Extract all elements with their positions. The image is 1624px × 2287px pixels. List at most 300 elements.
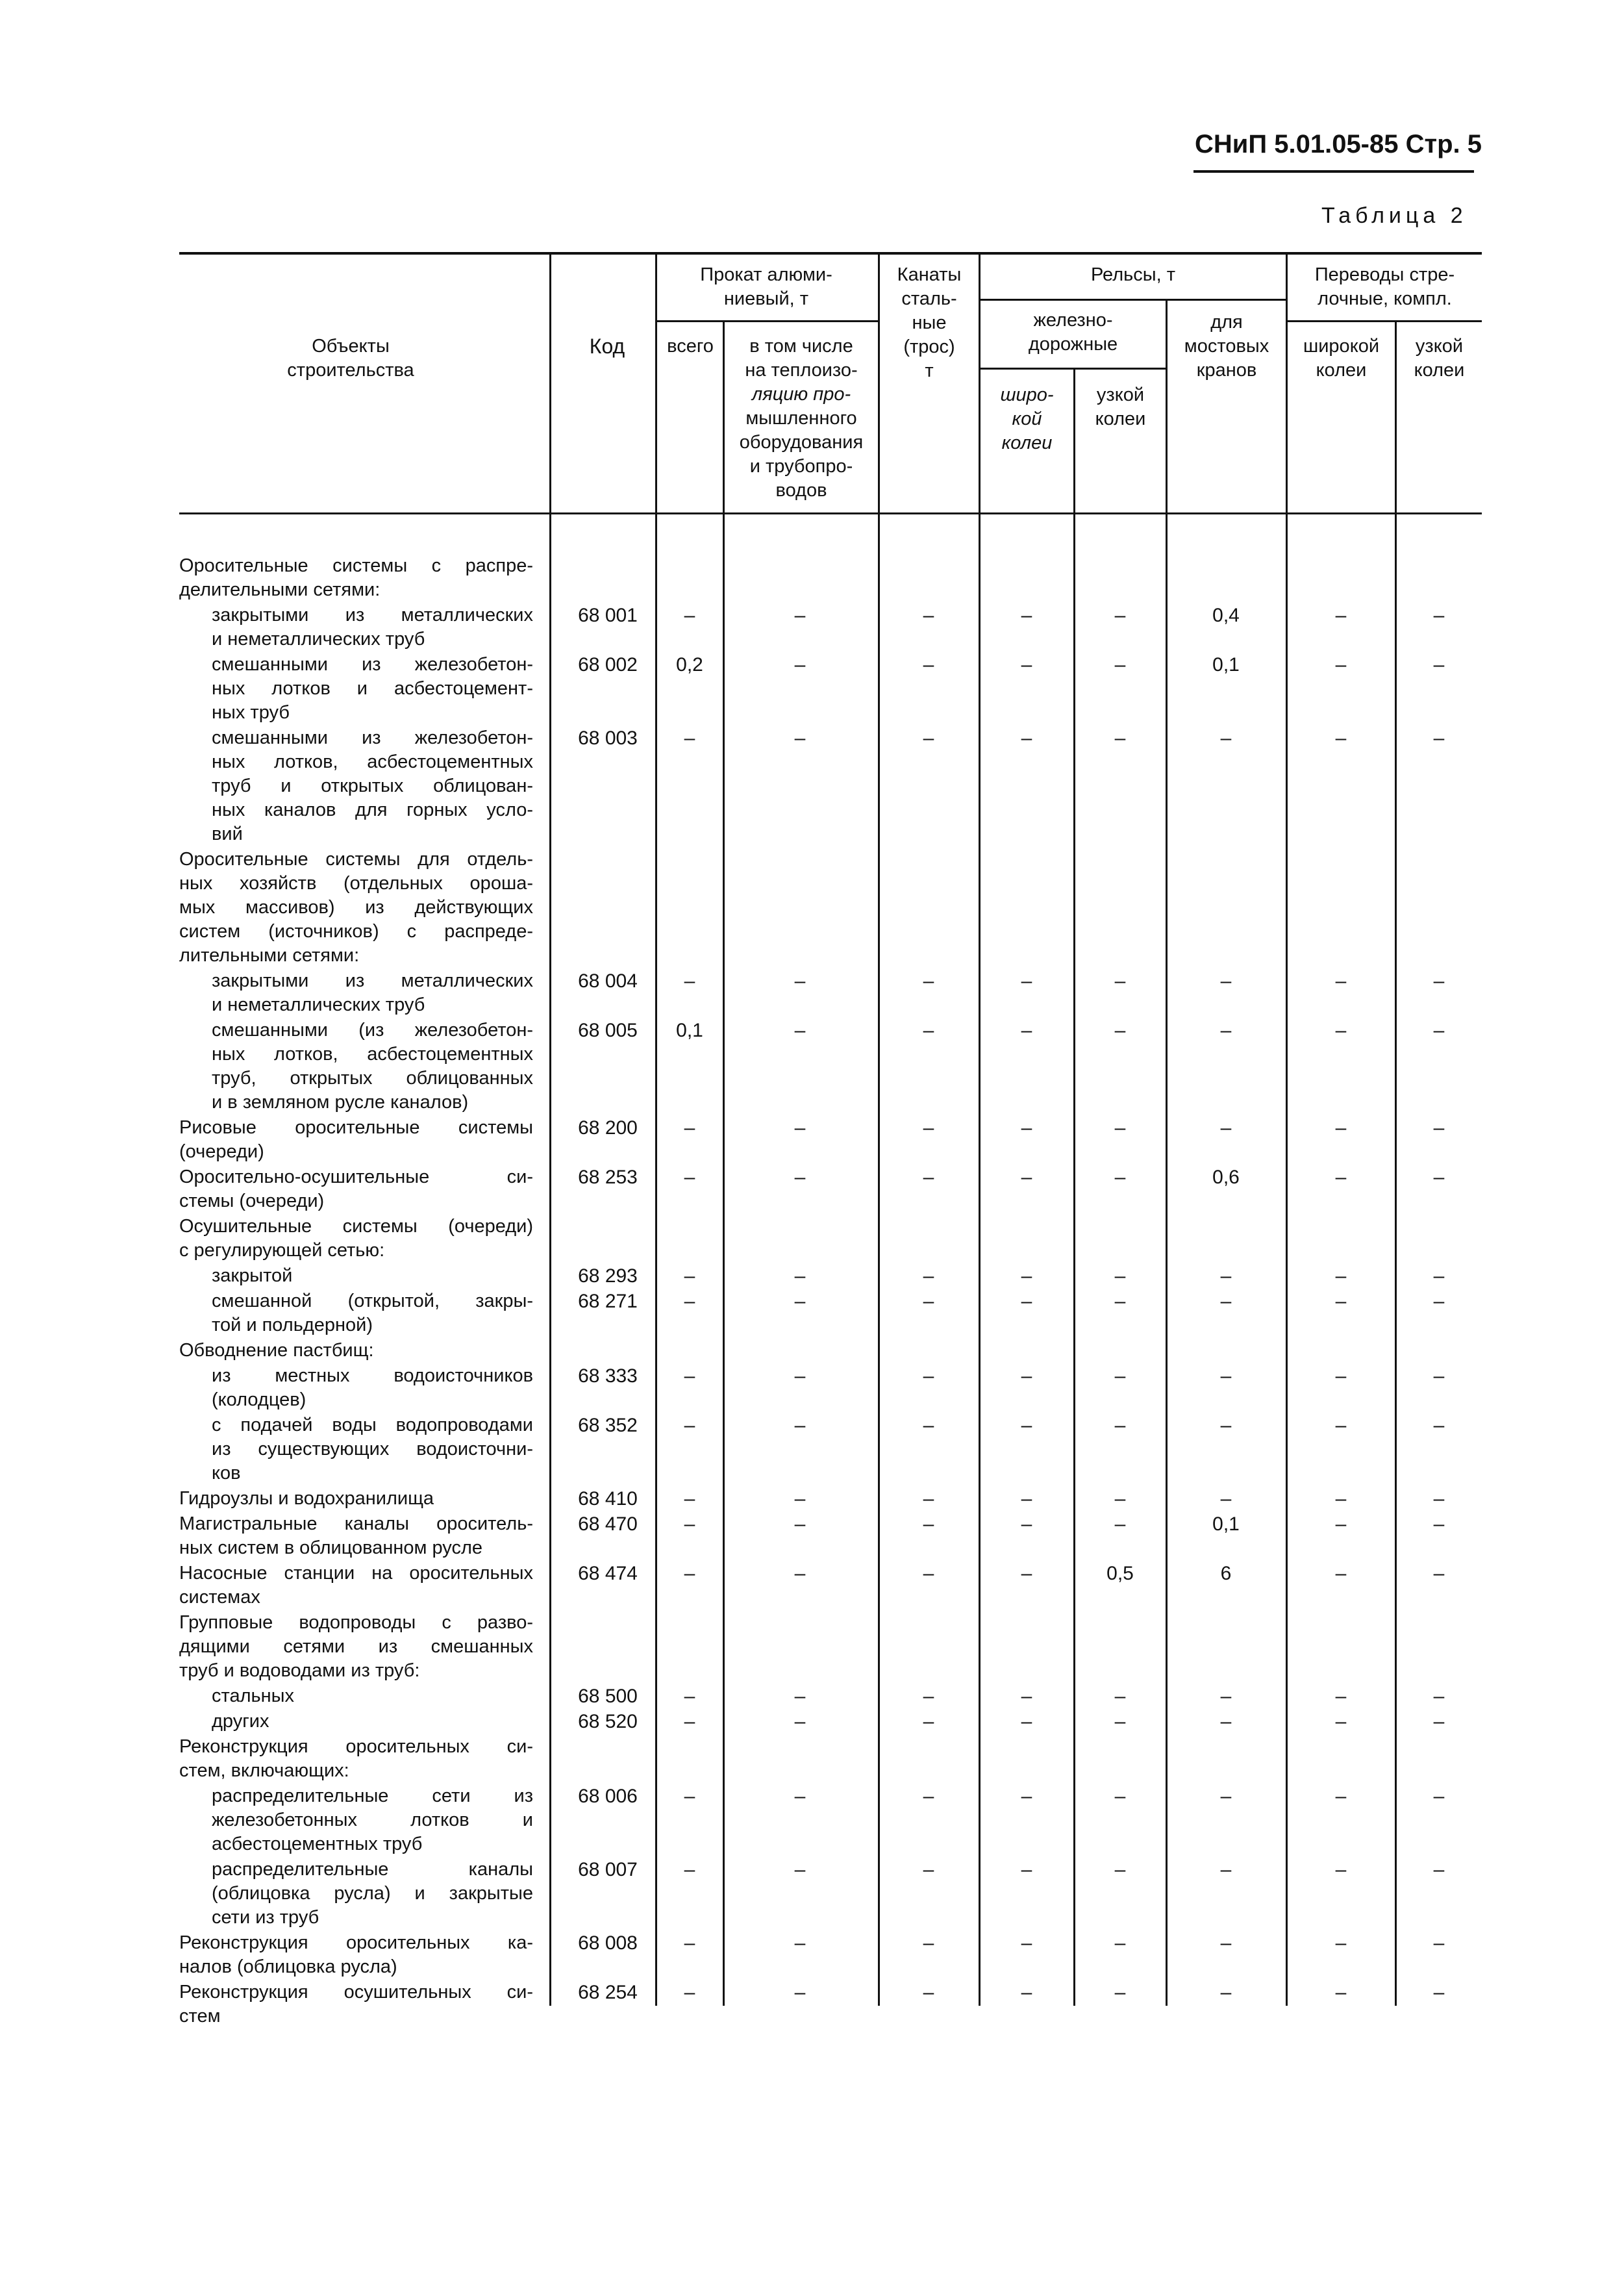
row-value-cell: – xyxy=(1114,970,1126,992)
row-value-cell: – xyxy=(1433,727,1445,749)
rails-rail-rule xyxy=(979,368,1166,370)
row-value-cell: – xyxy=(684,1167,695,1188)
row-object-line: систем (источников) с распреде- xyxy=(179,921,533,942)
row-value-cell: – xyxy=(1114,1686,1126,1707)
table-label: Таблица 2 xyxy=(1321,203,1468,228)
row-value-cell: – xyxy=(684,970,695,992)
row-value-cell: – xyxy=(1335,1291,1347,1312)
row-code: 68 474 xyxy=(578,1563,638,1584)
row-value-cell: – xyxy=(1021,1711,1032,1732)
row-value-cell: – xyxy=(1220,1117,1232,1139)
row-code: 68 271 xyxy=(578,1291,638,1312)
row-value-cell: – xyxy=(1021,1786,1032,1807)
row-value-cell: – xyxy=(684,605,695,626)
row-value-cell: – xyxy=(1021,1117,1032,1139)
header-rule xyxy=(1193,170,1474,173)
row-value-cell: – xyxy=(1433,1859,1445,1880)
row-value-cell: – xyxy=(923,654,934,676)
row-value-cell: 0,2 xyxy=(676,654,703,676)
row-value-cell: – xyxy=(923,970,934,992)
row-value-cell: – xyxy=(1114,1859,1126,1880)
row-object-line: (колодцев) xyxy=(212,1389,306,1410)
row-object-line: распределительные сети из xyxy=(212,1786,533,1806)
row-value-cell: – xyxy=(1433,605,1445,626)
ropes-line-4: (трос) xyxy=(903,336,955,357)
row-object-text xyxy=(179,1561,533,1610)
row-value-cell: – xyxy=(1021,1265,1032,1287)
row-value-cell: – xyxy=(923,1020,934,1041)
row-object-text xyxy=(212,726,533,846)
row-value-cell: – xyxy=(923,1415,934,1436)
row-value-cell: – xyxy=(684,1859,695,1880)
row-value-cell: – xyxy=(794,1982,806,2003)
row-value-cell: – xyxy=(794,727,806,749)
row-value-cell: 6 xyxy=(1220,1563,1232,1584)
row-value-cell: – xyxy=(794,1711,806,1732)
row-value-cell: – xyxy=(1220,1488,1232,1510)
row-value-cell: – xyxy=(1335,1488,1347,1510)
switch-wide-line-2: колеи xyxy=(1316,360,1367,381)
row-object-line: Оросительные системы с распре- xyxy=(179,555,533,576)
row-object-line: и неметаллических труб xyxy=(212,994,425,1015)
row-value-cell: – xyxy=(1433,1932,1445,1954)
row-value-cell: – xyxy=(1220,1982,1232,2003)
row-value-cell: – xyxy=(684,1563,695,1584)
grid-vline-code-left xyxy=(549,252,551,2006)
row-value-cell: – xyxy=(1114,1711,1126,1732)
row-value-cell: – xyxy=(923,1786,934,1807)
row-value-cell: – xyxy=(794,1020,806,1041)
row-object-line: других xyxy=(212,1711,269,1732)
row-object-line: распределительные каналы xyxy=(212,1859,533,1880)
row-code: 68 253 xyxy=(578,1167,638,1188)
row-object-line: системах xyxy=(179,1587,260,1608)
col-header-alum-total: всего xyxy=(667,336,714,357)
row-value-cell: – xyxy=(1335,1167,1347,1188)
row-value-cell: – xyxy=(1433,970,1445,992)
row-value-cell: – xyxy=(794,1932,806,1954)
row-value-cell: – xyxy=(1114,1415,1126,1436)
row-value-cell: – xyxy=(1433,1711,1445,1732)
row-code: 68 007 xyxy=(578,1859,638,1880)
row-code: 68 005 xyxy=(578,1020,638,1041)
row-value-cell: – xyxy=(1114,1020,1126,1041)
rails-wide-line-3: колеи xyxy=(1001,433,1053,453)
row-value-cell: – xyxy=(1335,1563,1347,1584)
row-object-line: мых массивов) из действующих xyxy=(179,897,533,918)
row-value-cell: – xyxy=(1433,1686,1445,1707)
row-value-cell: – xyxy=(684,1932,695,1954)
row-object-line: из местных водоисточников xyxy=(212,1365,533,1386)
row-value-cell: – xyxy=(1335,1020,1347,1041)
rails-bridge-line-2: мостовых xyxy=(1184,336,1269,357)
row-object-text xyxy=(212,1858,533,1930)
row-value-cell: – xyxy=(794,1513,806,1535)
row-value-cell: – xyxy=(1114,1488,1126,1510)
row-object-text xyxy=(179,848,533,968)
row-object-line: ков xyxy=(212,1463,241,1484)
ropes-line-3: ные xyxy=(912,312,947,333)
row-value-cell: – xyxy=(794,1563,806,1584)
row-object-line: труб и открытых облицован- xyxy=(212,776,533,796)
row-value-cell: – xyxy=(684,1711,695,1732)
row-value-cell: – xyxy=(923,1488,934,1510)
row-value-cell: – xyxy=(794,1859,806,1880)
row-object-line: налов (облицовка русла) xyxy=(179,1956,397,1977)
rails-wide-line-1: широ- xyxy=(1000,385,1054,405)
row-value-cell: – xyxy=(923,1859,934,1880)
row-code: 68 001 xyxy=(578,605,638,626)
row-object-line: Оросительно-осушительные си- xyxy=(179,1167,533,1187)
row-value-cell: – xyxy=(1021,1365,1032,1387)
row-value-cell: – xyxy=(1220,1365,1232,1387)
row-object-line: Обводнение пастбищ: xyxy=(179,1340,374,1361)
row-value-cell: – xyxy=(1335,727,1347,749)
row-object-line: закрытой xyxy=(212,1265,293,1286)
row-value-cell: – xyxy=(923,605,934,626)
row-value-cell: 0,6 xyxy=(1212,1167,1240,1188)
rails-bridge-line-1: для xyxy=(1210,312,1243,333)
row-object-line: Магистральные каналы ороситель- xyxy=(179,1513,533,1534)
row-object-line: с регулирующей сетью: xyxy=(179,1240,385,1261)
row-object-line: вий xyxy=(212,824,243,844)
row-value-cell: – xyxy=(1220,1291,1232,1312)
row-object-text xyxy=(212,1784,533,1856)
grid-vline-alum-mid xyxy=(723,320,725,2006)
row-object-line: стем xyxy=(179,2006,221,2027)
row-code: 68 520 xyxy=(578,1711,638,1732)
row-value-cell: – xyxy=(1335,1932,1347,1954)
row-object-line: сети из труб xyxy=(212,1907,319,1928)
row-value-cell: – xyxy=(794,970,806,992)
row-object-text xyxy=(179,1980,533,2028)
switch-wide-line-1: широкой xyxy=(1303,336,1380,357)
rails-group-rule xyxy=(979,299,1286,301)
row-value-cell: – xyxy=(794,1415,806,1436)
row-value-cell: – xyxy=(1114,1167,1126,1188)
row-value-cell: – xyxy=(684,1488,695,1510)
row-object-line: ных лотков и асбестоцемент- xyxy=(212,678,533,699)
col-header-alum-group: Прокат алюми-ниевый, т xyxy=(700,264,832,309)
row-value-cell: – xyxy=(684,1291,695,1312)
row-value-cell: – xyxy=(923,1513,934,1535)
ropes-line-5: т xyxy=(925,360,934,381)
row-code: 68 352 xyxy=(578,1415,638,1436)
alum-incl-line-5: оборудования xyxy=(739,432,864,453)
row-object-text xyxy=(212,1018,533,1115)
row-code: 68 004 xyxy=(578,970,638,992)
row-value-cell: – xyxy=(1335,1982,1347,2003)
row-code: 68 002 xyxy=(578,654,638,676)
row-object-line: той и польдерной) xyxy=(212,1315,373,1335)
row-value-cell: – xyxy=(1114,1982,1126,2003)
row-object-line: асбестоцементных труб xyxy=(212,1834,423,1854)
row-value-cell: – xyxy=(684,1513,695,1535)
row-value-cell: – xyxy=(1220,1932,1232,1954)
row-object-line: ных труб xyxy=(212,702,290,723)
row-value-cell: – xyxy=(684,727,695,749)
row-value-cell: – xyxy=(684,1415,695,1436)
row-value-cell: – xyxy=(684,1786,695,1807)
row-value-cell: – xyxy=(1335,1786,1347,1807)
grid-vline-ropes-right xyxy=(979,252,981,2006)
row-value-cell: – xyxy=(1021,1859,1032,1880)
row-object-line: делительными сетями: xyxy=(179,579,381,600)
row-object-line: смешанными (из железобетон- xyxy=(212,1020,533,1041)
row-value-cell: – xyxy=(1021,970,1032,992)
col-header-switch-narrow xyxy=(1397,335,1482,383)
row-code: 68 293 xyxy=(578,1265,638,1287)
col-header-objects: Объекты строительства xyxy=(287,336,414,381)
row-code: 68 254 xyxy=(578,1982,638,2003)
row-value-cell: – xyxy=(923,1932,934,1954)
row-object-line: Рисовые оросительные системы xyxy=(179,1117,533,1138)
alum-incl-line-7: водов xyxy=(775,480,827,501)
ropes-line-1: Канаты xyxy=(897,264,962,285)
row-value-cell: – xyxy=(1021,1020,1032,1041)
row-value-cell: – xyxy=(1114,1365,1126,1387)
row-value-cell: – xyxy=(1220,1415,1232,1436)
row-object-line: Гидроузлы и водохранилища xyxy=(179,1488,434,1509)
row-object-text xyxy=(179,1339,533,1363)
col-header-alum-incl xyxy=(725,335,878,503)
row-value-cell: – xyxy=(923,1117,934,1139)
row-object-line: ных лотков, асбестоцементных xyxy=(212,752,533,772)
col-header-rails-narrow xyxy=(1075,383,1166,431)
row-value-cell: – xyxy=(1433,1415,1445,1436)
row-value-cell: – xyxy=(1220,1020,1232,1041)
row-value-cell: – xyxy=(923,1982,934,2003)
switch-group-line-2: лочные, компл. xyxy=(1318,288,1452,309)
row-value-cell: – xyxy=(1335,1711,1347,1732)
row-object-line: с подачей воды водопроводами xyxy=(212,1415,533,1435)
row-object-line: Оросительные системы для отдель- xyxy=(179,849,533,870)
row-value-cell: – xyxy=(1021,1291,1032,1312)
row-value-cell: – xyxy=(1335,1859,1347,1880)
row-value-cell: – xyxy=(1220,970,1232,992)
row-code: 68 006 xyxy=(578,1786,638,1807)
row-code: 68 008 xyxy=(578,1932,638,1954)
row-value-cell: – xyxy=(1335,654,1347,676)
row-object-line: (очереди) xyxy=(179,1141,264,1162)
rails-narrow-line-1: узкой xyxy=(1096,385,1145,405)
row-object-line: лительными сетями: xyxy=(179,945,360,966)
switch-narrow-line-1: узкой xyxy=(1415,336,1464,357)
row-object-line: труб и водоводами из труб: xyxy=(179,1660,420,1681)
row-value-cell: – xyxy=(1114,727,1126,749)
row-value-cell: – xyxy=(923,1563,934,1584)
row-object-line: стем, включающих: xyxy=(179,1760,349,1781)
row-value-cell: – xyxy=(1335,1513,1347,1535)
row-object-text xyxy=(179,1165,533,1213)
row-value-cell: – xyxy=(923,1291,934,1312)
row-object-line: (облицовка русла) и закрытые xyxy=(212,1883,533,1904)
row-value-cell: – xyxy=(1433,1513,1445,1535)
alum-incl-line-1: в том числе xyxy=(749,336,853,357)
rails-rail-line-2: дорожные xyxy=(1028,334,1118,355)
grid-vline-rail-mid xyxy=(1073,368,1075,2006)
row-value-cell: – xyxy=(1021,1563,1032,1584)
col-header-rails-bridge xyxy=(1168,310,1286,383)
grid-vline-alum-right xyxy=(878,252,880,2006)
row-value-cell: – xyxy=(794,1167,806,1188)
row-value-cell: – xyxy=(1433,1786,1445,1807)
alum-incl-line-6: и трубопро- xyxy=(749,456,853,477)
row-value-cell: – xyxy=(1021,1415,1032,1436)
row-value-cell: 0,4 xyxy=(1212,605,1240,626)
row-object-line: Реконструкция оросительных ка- xyxy=(179,1932,533,1953)
switch-narrow-line-2: колеи xyxy=(1414,360,1465,381)
rails-narrow-line-2: колеи xyxy=(1095,409,1146,429)
row-value-cell: – xyxy=(794,654,806,676)
row-value-cell: – xyxy=(1220,1786,1232,1807)
row-value-cell: – xyxy=(1220,727,1232,749)
col-header-switch-group xyxy=(1288,263,1482,311)
row-value-cell: – xyxy=(684,1117,695,1139)
row-value-cell: – xyxy=(1433,1117,1445,1139)
row-object-line: закрытыми из металлических xyxy=(212,605,533,625)
grid-vline-switch-mid xyxy=(1395,320,1397,2006)
row-value-cell: – xyxy=(794,1686,806,1707)
row-value-cell: – xyxy=(1220,1711,1232,1732)
row-value-cell: – xyxy=(1021,727,1032,749)
row-value-cell: – xyxy=(923,1711,934,1732)
row-value-cell: – xyxy=(1433,1167,1445,1188)
row-object-line: Осушительные системы (очереди) xyxy=(179,1216,533,1237)
row-value-cell: – xyxy=(1021,1488,1032,1510)
alum-incl-line-2: на теплоизо- xyxy=(745,360,858,381)
row-value-cell: – xyxy=(1021,1513,1032,1535)
row-value-cell: – xyxy=(923,1686,934,1707)
row-object-line: Реконструкция осушительных си- xyxy=(179,1982,533,2003)
row-code: 68 333 xyxy=(578,1365,638,1387)
row-value-cell: – xyxy=(1335,605,1347,626)
row-value-cell: 0,1 xyxy=(676,1020,703,1041)
row-object-line: из существующих водоисточни- xyxy=(212,1439,533,1459)
row-object-text xyxy=(179,1116,533,1164)
row-value-cell: 0,1 xyxy=(1212,654,1240,676)
row-object-line: смешанной (открытой, закры- xyxy=(212,1291,533,1311)
row-value-cell: – xyxy=(1114,1265,1126,1287)
row-object-line: ных систем в облицованном русле xyxy=(179,1537,483,1558)
row-value-cell: – xyxy=(1335,1365,1347,1387)
grid-vline-bridge-right xyxy=(1286,252,1288,2006)
row-value-cell: – xyxy=(1433,1982,1445,2003)
row-object-line: стемы (очереди) xyxy=(179,1191,325,1211)
row-object-line: ных каналов для горных усло- xyxy=(212,800,533,820)
row-object-line: и в земляном русле каналов) xyxy=(212,1092,469,1113)
row-value-cell: – xyxy=(794,1365,806,1387)
row-value-cell: – xyxy=(1335,1686,1347,1707)
row-value-cell: – xyxy=(794,1786,806,1807)
col-header-rails-rail xyxy=(981,309,1166,357)
switch-group-rule xyxy=(1286,320,1482,322)
row-object-text xyxy=(212,1264,533,1288)
row-value-cell: – xyxy=(1114,1291,1126,1312)
row-object-line: Групповые водопроводы с разво- xyxy=(179,1612,533,1633)
row-code: 68 410 xyxy=(578,1488,638,1510)
row-value-cell: – xyxy=(1433,1365,1445,1387)
row-value-cell: – xyxy=(1433,1563,1445,1584)
alum-incl-line-3: ляцию про- xyxy=(751,384,851,405)
row-object-line: Реконструкция оросительных си- xyxy=(179,1736,533,1757)
row-value-cell: – xyxy=(1220,1859,1232,1880)
row-object-line: ных хозяйств (отдельных ороша- xyxy=(179,873,533,894)
row-object-line: стальных xyxy=(212,1686,294,1706)
row-object-text xyxy=(212,603,533,651)
ropes-line-2: сталь- xyxy=(901,288,957,309)
alum-incl-line-4: мышленного xyxy=(745,408,857,429)
row-code: 68 470 xyxy=(578,1513,638,1535)
col-header-rails-wide xyxy=(981,383,1073,455)
rails-rail-line-1: железно- xyxy=(1033,310,1113,331)
row-object-text xyxy=(179,1735,533,1783)
row-object-text xyxy=(179,1487,533,1511)
row-object-text xyxy=(212,1413,533,1485)
row-value-cell: – xyxy=(1220,1265,1232,1287)
row-value-cell: – xyxy=(794,605,806,626)
grid-vline-rail-right xyxy=(1166,299,1168,2006)
row-value-cell: – xyxy=(1114,1117,1126,1139)
row-object-text xyxy=(179,1215,533,1263)
row-value-cell: – xyxy=(1021,1932,1032,1954)
row-value-cell: – xyxy=(684,1365,695,1387)
row-value-cell: – xyxy=(794,1291,806,1312)
row-value-cell: – xyxy=(684,1982,695,2003)
row-object-line: Насосные станции на оросительных xyxy=(179,1563,533,1584)
row-value-cell: – xyxy=(923,1167,934,1188)
row-value-cell: – xyxy=(1114,1786,1126,1807)
row-object-line: закрытыми из металлических xyxy=(212,970,533,991)
row-value-cell: – xyxy=(1335,1117,1347,1139)
row-object-text xyxy=(179,1611,533,1683)
page-header: СНиП 5.01.05-85 Стр. 5 xyxy=(1195,130,1482,158)
row-code: 68 200 xyxy=(578,1117,638,1139)
col-header-code: Код xyxy=(589,335,625,358)
row-code: 68 500 xyxy=(578,1686,638,1707)
switch-group-line-1: Переводы стре- xyxy=(1314,264,1455,285)
row-value-cell: – xyxy=(1021,1686,1032,1707)
row-object-line: труб, открытых облицованных xyxy=(212,1068,533,1089)
rails-bridge-line-3: кранов xyxy=(1196,360,1257,381)
row-value-cell: – xyxy=(923,1365,934,1387)
row-object-line: и неметаллических труб xyxy=(212,629,425,650)
row-value-cell: – xyxy=(1021,1982,1032,2003)
col-header-rails-group: Рельсы, т xyxy=(1090,264,1175,285)
row-object-line: дящими сетями из смешанных xyxy=(179,1636,533,1657)
row-object-text xyxy=(179,554,533,602)
row-object-text xyxy=(179,1512,533,1560)
col-header-switch-wide xyxy=(1288,335,1395,383)
row-object-line: смешанными из железобетон- xyxy=(212,654,533,675)
row-value-cell: – xyxy=(1114,1932,1126,1954)
row-value-cell: – xyxy=(1021,654,1032,676)
row-object-text xyxy=(212,1289,533,1337)
row-value-cell: – xyxy=(794,1488,806,1510)
row-value-cell: – xyxy=(1433,1265,1445,1287)
row-value-cell: – xyxy=(1114,1513,1126,1535)
rails-wide-line-2: кой xyxy=(1012,409,1042,429)
row-value-cell: – xyxy=(1433,1291,1445,1312)
row-value-cell: – xyxy=(1335,1265,1347,1287)
row-value-cell: – xyxy=(1433,1488,1445,1510)
row-object-text xyxy=(212,1364,533,1412)
row-value-cell: 0,1 xyxy=(1212,1513,1240,1535)
row-value-cell: – xyxy=(1114,654,1126,676)
row-value-cell: 0,5 xyxy=(1106,1563,1134,1584)
alum-group-rule xyxy=(656,320,879,322)
row-object-text xyxy=(212,1710,533,1734)
